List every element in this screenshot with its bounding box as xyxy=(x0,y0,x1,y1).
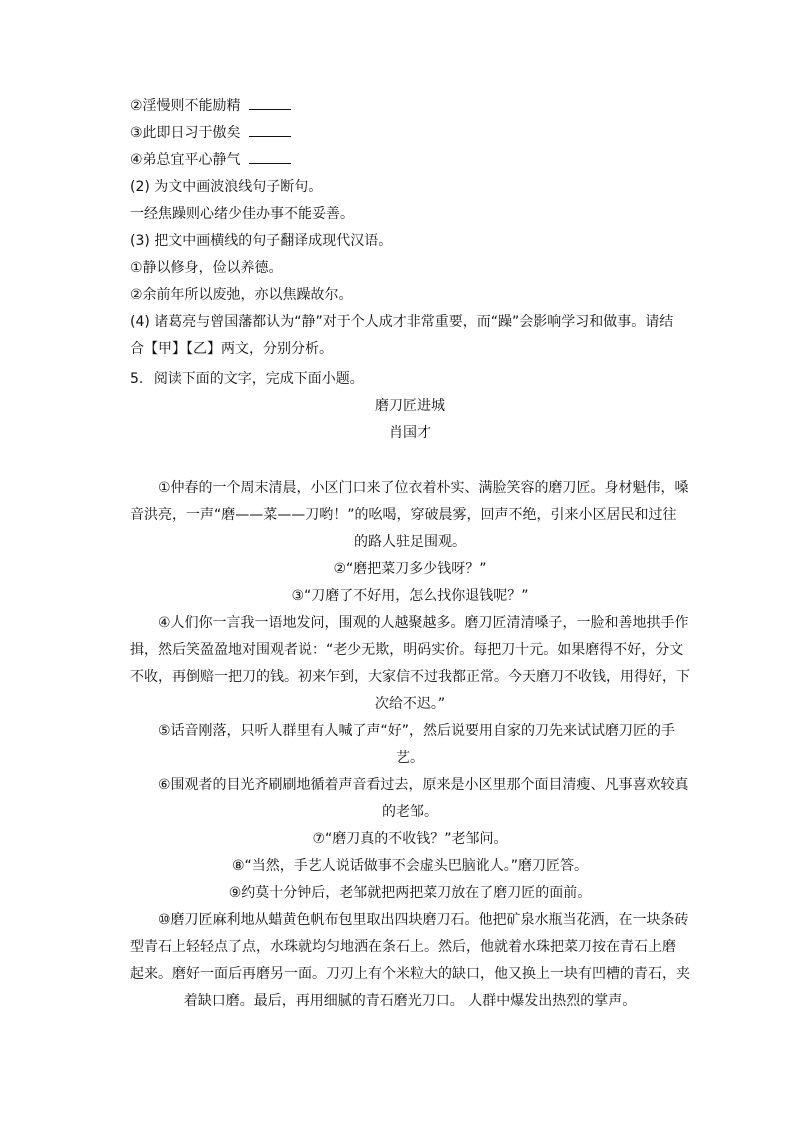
article-line: 的老邹。 xyxy=(382,804,438,820)
part3-title: (3) 把文中画横线的句子翻译成现代汉语。 xyxy=(130,233,393,249)
article-line: 着缺口磨。最后，再用细腻的青石磨光刀口。 人群中爆发出热烈的掌声。 xyxy=(183,993,637,1009)
answer-blank[interactable] xyxy=(249,123,291,137)
article-author: 肖国才 xyxy=(389,425,431,441)
question-item-4 xyxy=(130,150,291,170)
article-line: 艺。 xyxy=(396,750,424,766)
question-5-heading xyxy=(130,369,364,389)
article-line: ⑤话音刚落，只听人群里有人喊了声“好”，然后说要用自家的刀先来试试磨刀匠的手 xyxy=(158,723,676,739)
part3-sentence-2: ②余前年所以废弛，亦以焦躁故尔。 xyxy=(130,287,353,303)
article-line: ⑧“当然，手艺人说话做事不会虚头巴脑讹人。”磨刀匠答。 xyxy=(231,858,589,874)
article-line: ⑥围观者的目光齐刷刷地循着声音看过去，原来是小区里那个面目清瘦、凡事喜欢较真 xyxy=(158,777,689,793)
article-line: 揖，然后笑盈盈地对围观者说：“老少无欺，明码实价。每把刀十元。如果磨得不好，分文 xyxy=(130,642,684,658)
question-text: ④弟总宜平心静气 xyxy=(130,152,241,168)
article-line: 起来。磨好一面后再磨另一面。刀刃上有个米粒大的缺口，他又换上一块有凹槽的青石，夹 xyxy=(130,966,690,982)
article-line: 型青石上轻轻点了点，水珠就均匀地洒在条石上。然后，他就着水珠把菜刀按在青石上磨 xyxy=(130,939,676,955)
article-line: 的路人驻足围观。 xyxy=(354,534,466,550)
part3-sentence-1: ①静以修身，俭以养德。 xyxy=(130,260,283,276)
question-text: ③此即日习于傲矣 xyxy=(130,125,241,141)
article-line: ⑩磨刀匠麻利地从蜡黄色帆布包里取出四块磨刀石。他把矿泉水瓶当花洒，在一块条砖 xyxy=(158,912,689,928)
article-line: ①仲春的一个周末清晨，小区门口来了位衣着朴实、满脸笑容的磨刀匠。身材魁伟，嗓 xyxy=(158,480,689,496)
question-number: 5. xyxy=(130,371,144,387)
question-text: ②淫慢则不能励精 xyxy=(130,98,241,114)
article-line: ②“磨把菜刀多少钱呀？” xyxy=(333,561,487,577)
article-line: 不收，再倒赔一把刀的钱。初来乍到，大家信不过我都正常。今天磨刀不收钱，用得好，下 xyxy=(130,669,690,685)
answer-blank[interactable] xyxy=(249,96,291,110)
part2-sentence: 一经焦躁则心绪少佳办事不能妥善。 xyxy=(130,206,354,222)
part4-line-1: (4) 诸葛亮与曾国藩都认为“静”对于个人成才非常重要，而“躁”会影响学习和做事。请结 xyxy=(130,314,674,330)
question-item-3 xyxy=(130,123,291,143)
article-line: ⑦“磨刀真的不收钱？”老邹问。 xyxy=(312,831,508,847)
article-line: ⑨约莫十分钟后，老邹就把两把菜刀放在了磨刀匠的面前。 xyxy=(228,885,592,901)
article-line: 音洪亮，一声“磨——菜——刀哟！”的吆喝，穿破晨雾，回声不绝，引来小区居民和过往 xyxy=(130,507,677,523)
part4-line-2: 合【甲】【乙】两文，分别分析。 xyxy=(130,341,333,357)
article-line: ④人们你一言我一语地发问，围观的人越聚越多。磨刀匠清清嗓子，一脸和善地拱手作 xyxy=(158,615,689,631)
question-item-2 xyxy=(130,96,291,116)
article-line: ③“刀磨了不好用，怎么找你退钱呢？” xyxy=(291,588,529,604)
answer-blank[interactable] xyxy=(249,150,291,164)
question-instruction: 阅读下面的文字，完成下面小题。 xyxy=(153,371,364,387)
part2-title: (2) 为文中画波浪线句子断句。 xyxy=(130,179,323,195)
article-title: 磨刀匠进城 xyxy=(375,398,445,414)
article-line: 次给不迟。” xyxy=(374,696,446,712)
